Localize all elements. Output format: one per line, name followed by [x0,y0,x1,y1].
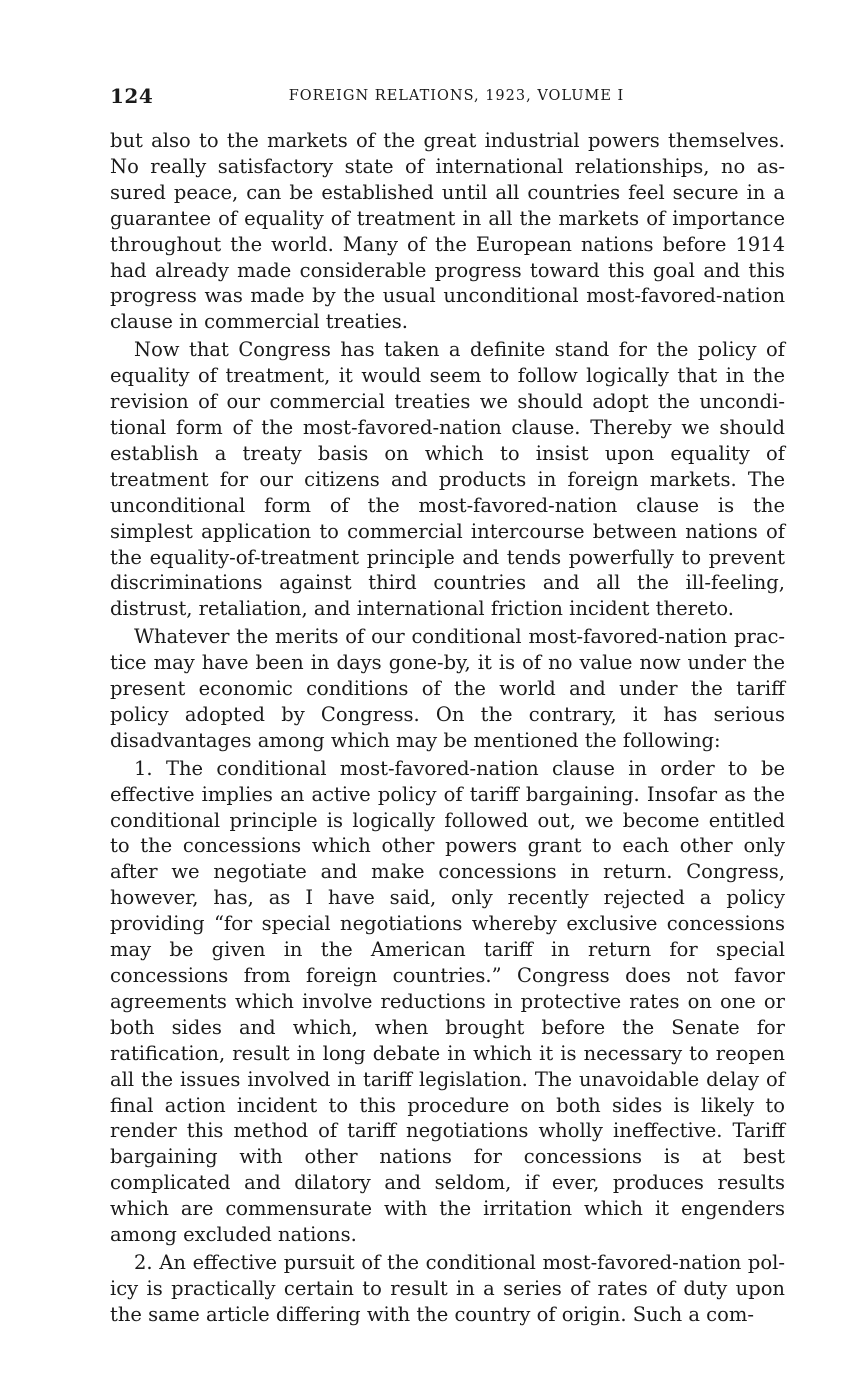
paragraph-3: Whatever the merits of our conditional most-favored-nation practice may have been in days gone-by, it is of no value now under the present economic conditions of the world and under the tariff policy adopted by Congress. On the contrary, it has serious disadvantages among which may be mentioned the following: [110,625,785,752]
paragraph-2: Now that Congress has taken a definite stand for the policy of equality of treatment, it would seem to follow logically that in the revision of our commercial treaties we should adopt the unconditional form of the most-favored-nation clause. Thereby we should establish a treaty basis on which to insist upon equality of treatment for our citizens and products in foreign markets. The unconditional form of the most-favored-nation clause is the simplest application to commercial intercourse between nations of the equality-of-treatment principle and tends powerfully to prevent discriminations against third countries and all the ill-feeling, distrust, retaliation, and international friction incident thereto. [110,338,785,621]
running-head: FOREIGN RELATIONS, 1923, VOLUME I [288,88,625,104]
paragraph-4-point-1: 1. The conditional most-favored-nation clause in order to be effective implies an active policy of tariff bargaining. Insofar as the conditional principle is logically followed out, we become entitled to the concessions which other powers grant to each other only after we negotiate and make concessions in return. Congress, however, has, as I have said, only recently rejected a policy providing “for special negotiations whereby exclusive concessions may be given in the American tariff in return for special concessions from foreign countries.” Congress does not favor agreements which involve reductions in protective rates on one or both sides and which, when brought before the Senate for ratification, result in long debate in which it is necessary to reopen all the issues involved in tariff legislation. The unavoidable delay of final action incident to this procedure on both sides is likely to render this method of tariff negotiations wholly ineffective. Tariff bargaining with other nations for concessions is at best complicated and dilatory and seldom, if ever, produces results which are commensurate with the irritation which it engenders among excluded nations. [110,756,785,1247]
paragraph-1: but also to the markets of the great industrial powers themselves. No really satisfactory state of international relationships, no assured peace, can be established until all countries feel secure in a guarantee of equality of treatment in all the markets of importance throughout the world. Many of the European nations before 1914 had already made considerable progress toward this goal and this progress was made by the usual unconditional most-favored-nation clause in commercial treaties. [110,129,785,334]
page-number: 124 [110,84,154,108]
paragraph-5-point-2: 2. An effective pursuit of the conditional most-favored-nation policy is practically certain to result in a series of rates of duty upon the same article differing with the country of origin. Such a com- [110,1250,785,1326]
document-page [110,84,785,1330]
body-text [110,128,785,1328]
page-header [110,84,785,114]
